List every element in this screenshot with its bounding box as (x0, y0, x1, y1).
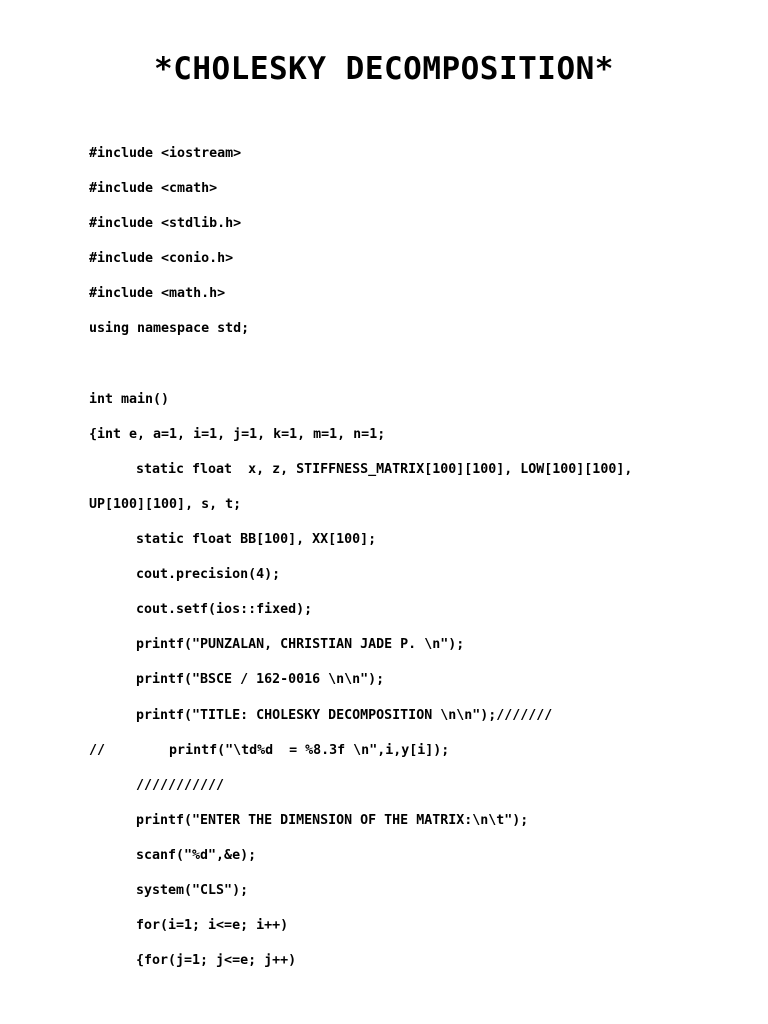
code-line (0, 943, 768, 978)
code-line-text: printf("ENTER THE DIMENSION OF THE MATRIX:\n\t"); (136, 812, 529, 828)
code-line (0, 136, 768, 171)
code-line-text: #include <stdlib.h> (89, 216, 242, 232)
code-line-text: #include <conio.h> (89, 251, 234, 267)
code-line-text: printf("TITLE: CHOLESKY DECOMPOSITION \n\n");/////// (136, 707, 553, 723)
code-line (0, 171, 768, 206)
code-line-text: using namespace std; (89, 321, 250, 337)
code-line (0, 662, 768, 697)
code-line (0, 698, 768, 733)
code-line-text: static float BB[100], XX[100]; (136, 532, 377, 548)
code-line (0, 276, 768, 311)
code-line-text: cout.precision(4); (136, 567, 281, 583)
code-line-text: {int e, a=1, i=1, j=1, k=1, m=1, n=1; (89, 426, 386, 442)
code-line (0, 417, 768, 452)
code-line-text: #include <cmath> (89, 181, 218, 197)
code-line (0, 347, 768, 382)
code-line-text: static float x, z, STIFFNESS_MATRIX[100][100], LOW[100][100], (136, 461, 633, 477)
code-line (0, 627, 768, 662)
code-line-text: printf("PUNZALAN, CHRISTIAN JADE P. \n"); (136, 637, 465, 653)
code-line (0, 873, 768, 908)
code-line (0, 908, 768, 943)
code-line (0, 733, 768, 768)
code-line-text: for(i=1; i<=e; i++) (136, 918, 289, 934)
code-line (0, 311, 768, 346)
code-line-text: int main() (89, 391, 170, 407)
code-line (0, 452, 768, 487)
code-line-text: // printf("\td%d = %8.3f \n",i,y[i]); (89, 742, 450, 758)
code-listing (0, 136, 768, 978)
code-line-text: {for(j=1; j<=e; j++) (136, 953, 297, 969)
code-line-text: #include <iostream> (89, 146, 242, 161)
code-line (0, 487, 768, 522)
code-line (0, 382, 768, 417)
code-line-text: #include <math.h> (89, 286, 226, 302)
code-line (0, 241, 768, 276)
code-line-text: printf("BSCE / 162-0016 \n\n"); (136, 672, 385, 688)
code-line-text: scanf("%d",&e); (136, 847, 257, 863)
code-line (0, 206, 768, 241)
code-line-text: cout.setf(ios::fixed); (136, 602, 313, 618)
code-line-text: UP[100][100], s, t; (89, 496, 242, 512)
code-line (0, 803, 768, 838)
code-line (0, 522, 768, 557)
code-line (0, 557, 768, 592)
code-line-text: /////////// (136, 777, 225, 793)
code-line (0, 592, 768, 627)
document-title: *CHOLESKY DECOMPOSITION* (154, 51, 614, 87)
code-line (0, 768, 768, 803)
code-line (0, 838, 768, 873)
code-line-text: system("CLS"); (136, 882, 249, 898)
